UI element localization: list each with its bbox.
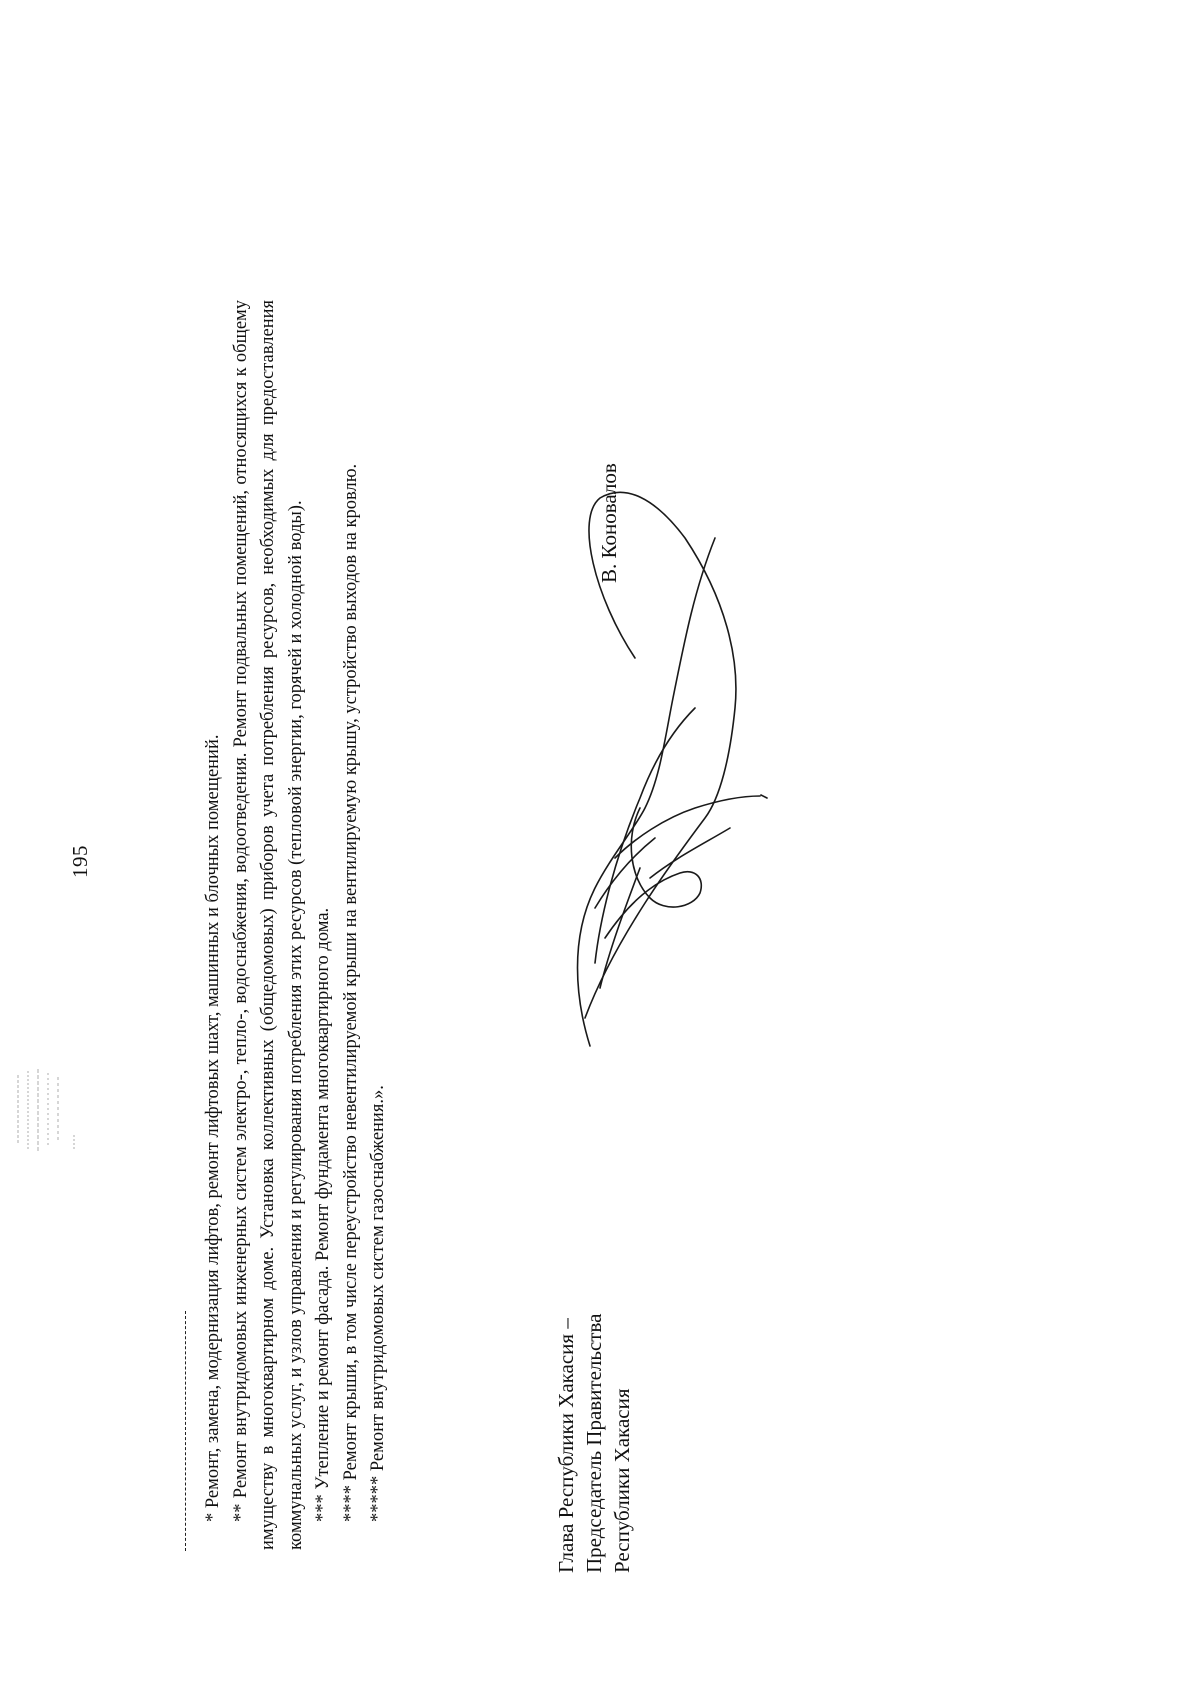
signatory-name: В. Коновалов	[597, 463, 621, 583]
footnote-1: * Ремонт, замена, модернизация лифтов, ремонт лифтовых шахт, машинных и блочных помещений.	[203, 734, 223, 1522]
faded-stamp-mark	[14, 1065, 254, 1155]
handwritten-signature	[555, 478, 785, 1058]
footnote-3: *** Утепление и ремонт фасада. Ремонт фундамента многоквартирного дома.	[313, 907, 333, 1522]
footnotes	[200, 300, 393, 1550]
signatory-position-line3: Республики Хакасия	[610, 1388, 634, 1573]
signatory-position-line2: Председатель Правительства	[582, 1313, 606, 1573]
signatory-position-line1: Глава Республики Хакасия –	[554, 1318, 578, 1573]
footnote-4: **** Ремонт крыши, в том числе переустройство невентилируемой крыши на вентилируемую крышу, устройство выходов на кровлю.	[340, 463, 361, 1522]
signatory-position	[552, 1314, 636, 1573]
footnote-separator	[185, 1311, 186, 1551]
footnote-5: ***** Ремонт внутридомовых систем газоснабжения.».	[368, 1085, 388, 1522]
page-number: 195	[68, 845, 92, 878]
footnote-2: ** Ремонт внутридомовых инженерных систем электро-, тепло-, водоснабжения, водоотведения. Ремонт подвальных помещений, относящихся к общему имуществу в многоквартирном доме. Установка коллективных (общедомовых) приборов учета потребления ресурсов, необходимых для предоставления коммунальных услуг, и узлов управления и регулирования потребления этих ресурсов (тепловой энергии, горячей и холодной воды).	[230, 300, 306, 1550]
